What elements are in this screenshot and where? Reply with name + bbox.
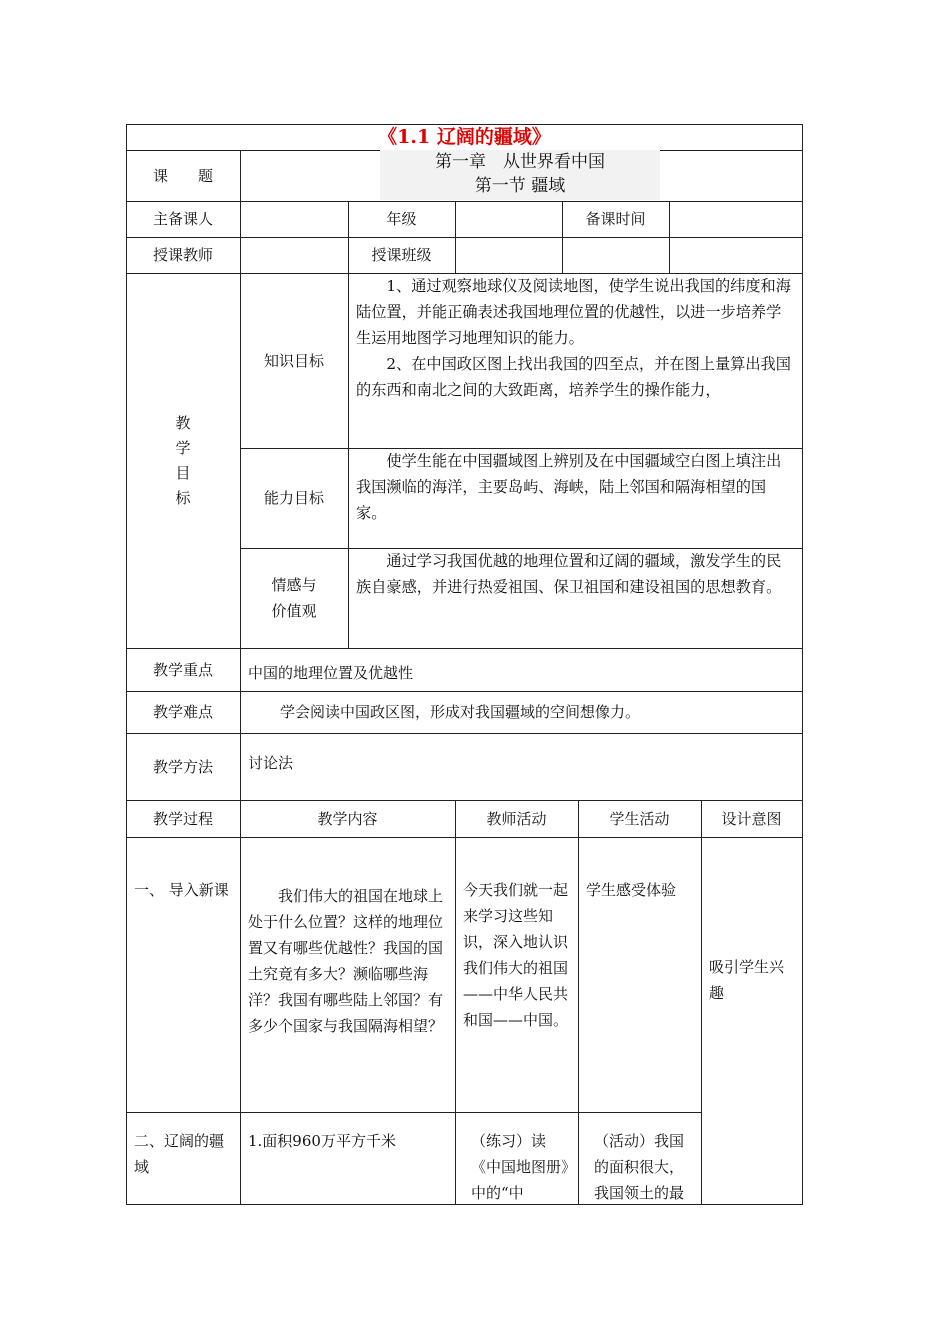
grade-label: 年级 (386, 210, 417, 228)
process-header-teacher: 教师活动 (486, 809, 547, 828)
topic-chapter: 第一章 从世界看中国 (435, 152, 605, 172)
topic-label: 课 题 (152, 166, 213, 185)
knowledge-goal-text (348, 273, 802, 448)
ability-goal-text: 使学生能在中国疆域图上辨别及在中国疆域空白图上填注出我国濒临的海洋，主要岛屿、海峡，陆上邻国和隔海相望的国家。 (356, 452, 782, 522)
step1-design-intent: 吸引学生兴趣 (709, 958, 785, 1002)
table-border-right (802, 124, 803, 1205)
step2-student-activity: （活动）我国的面积很大，我国领土的最 (594, 1132, 685, 1202)
objectives-label: 教 学 目 标 (175, 413, 191, 507)
step2-stage: 二、辽阔的疆域 (134, 1132, 225, 1176)
lead-teacher-value[interactable] (240, 201, 348, 237)
knowledge-goal-item-2: 2、在中国政区图上找出我国的四至点，并在图上量算出我国的东西和南北之间的大致距离，培养学生的操作能力， (356, 355, 791, 399)
method-label: 教学方法 (152, 757, 213, 776)
class-label: 授课班级 (371, 246, 432, 264)
step1-teacher-activity: 今天我们就一起来学习这些知识，深入地认识我们伟大的祖国——中华人民共和国——中国。 (463, 881, 569, 1029)
document-title: 《1.1 辽阔的疆域》 (378, 126, 551, 148)
teacher-label: 授课教师 (152, 246, 213, 264)
lead-teacher-label: 主备课人 (152, 210, 213, 228)
difficulty-value: 学会阅读中国政区图，形成对我国疆域的空间想像力。 (280, 703, 641, 721)
key-point-label: 教学重点 (152, 660, 213, 679)
method-value: 讨论法 (248, 754, 294, 772)
grade-value[interactable] (455, 201, 562, 237)
difficulty-label: 教学难点 (152, 703, 213, 721)
key-point-value: 中国的地理位置及优越性 (248, 663, 414, 682)
teacher-value[interactable] (240, 237, 348, 273)
knowledge-goal-label: 知识目标 (263, 351, 324, 370)
knowledge-goal-item-1: 1、通过观察地球仪及阅读地图，使学生说出我国的纬度和海陆位置，并能正确表述我国地理位置的优越性，以进一步培养学生运用地图学习地理知识的能力。 (356, 277, 791, 347)
topic-value (380, 150, 660, 200)
emotion-goal-text: 通过学习我国优越的地理位置和辽阔的疆域，激发学生的民族自豪感，并进行热爱祖国、保卫祖国和建设祖国的思想教育。 (356, 552, 782, 596)
emotion-goal-label: 情感与 价值观 (271, 576, 317, 620)
step1-stage: 一、 导入新课 (134, 881, 229, 899)
table-border-top (126, 124, 803, 125)
step2-content: 1.面积960万平方千米 (248, 1132, 396, 1150)
process-header-student: 学生活动 (609, 809, 670, 828)
process-header-content: 教学内容 (317, 809, 378, 828)
ability-goal-label: 能力目标 (263, 489, 324, 507)
step1-content: 我们伟大的祖国在地球上处于什么位置？这样的地理位置又有哪些优越性？我国的国土究竟有多大？濒临哪些海洋？我国有哪些陆上邻国？有多少个国家与我国隔海相望？ (248, 887, 444, 1035)
process-header-intent: 设计意图 (721, 809, 782, 828)
step1-student-activity: 学生感受体验 (586, 881, 677, 899)
process-header-stage: 教学过程 (152, 809, 213, 828)
topic-section: 第一节 疆域 (474, 176, 566, 196)
prep-time-label: 备课时间 (585, 210, 646, 228)
step2-teacher-activity: （练习）读《中国地图册》中的“中 (471, 1132, 569, 1202)
prep-time-value[interactable] (669, 201, 802, 237)
class-value[interactable] (455, 237, 802, 273)
